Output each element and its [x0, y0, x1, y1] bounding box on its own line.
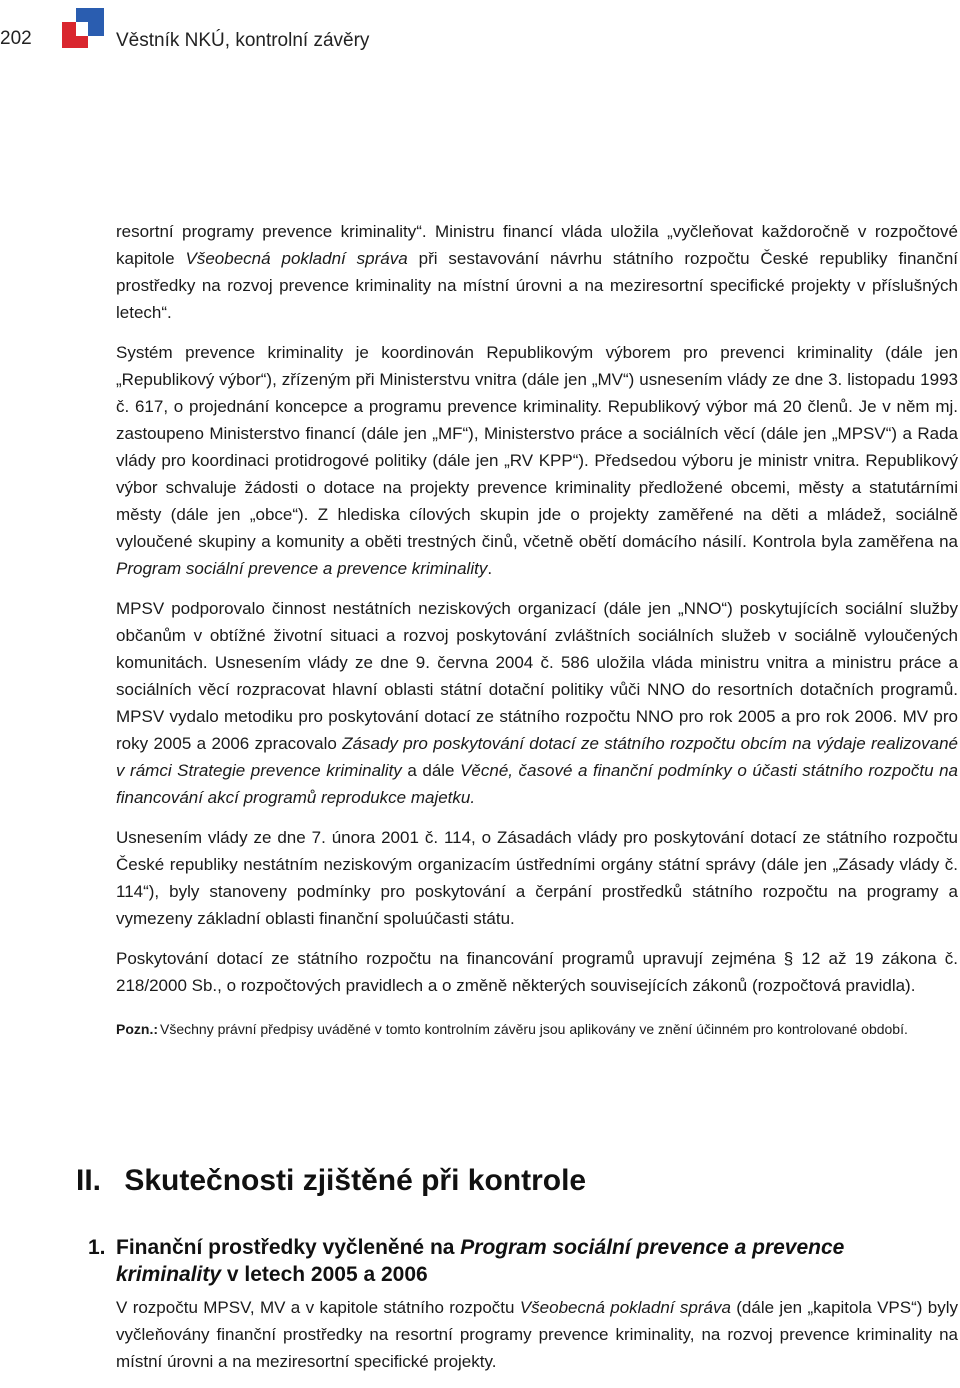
italic-run: Věcné, časové a finanční podmínky o účasti státního rozpočtu na financování akcí programů reprodukce majetku. [116, 761, 959, 807]
nku-logo [62, 8, 104, 48]
italic-run: Zásady pro poskytování dotací ze státního rozpočtu obcím na výdaje realizované v rámci Strategie prevence kriminality [116, 734, 958, 780]
paragraph [116, 218, 958, 326]
note-text: Všechny právní předpisy uváděné v tomto kontrolním závěru jsou aplikovány ve znění účinném pro kontrolované období. [160, 1021, 908, 1037]
text-run: . [487, 559, 493, 578]
text-run: MPSV podporovalo činnost nestátních neziskových organizací (dále jen „NNO“) poskytujících sociální služby občanům v obtížné životní situaci a rozvoj poskytování zvláštních sociálních služeb v sociálně vyloučených komunitách. Usnesením vlády ze dne 9. června 2004 č. 586 uložila vláda ministru vnitra a ministru práce a sociálních věcí rozpracovat hlavní oblasti státní dotační politiky vůči NNO do resortních dotačních programů. MPSV vydalo metodiku pro poskytování dotací ze státního rozpočtu NNO pro rok 2005 a pro rok 2006. MV pro roky 2005 a 2006 zpracovalo [116, 599, 958, 753]
paragraph [116, 1294, 958, 1375]
text-run: Systém prevence kriminality je koordinován Republikovým výborem pro prevenci kriminality (dále jen „Republikový výbor“), zřízeným při Ministerstvu vnitra (dále jen „MV“) usnesením vlády ze dne 3. listopadu 1993 č. 617, o projednání koncepce a programu prevence kriminality. Republikový výbor má 20 členů. Je v něm mj. zastoupeno Ministerstvo financí (dále jen „MF“), Ministerstvo práce a sociálních věcí (dále jen „MPSV“) a Rada vlády pro koordinaci protidrogové politiky (dále jen „RV KPP“). Předsedou výboru je ministr vnitra. Republikový výbor schvaluje žádosti o dotace na projekty prevence kriminality předložené obcemi, městy a statutárními městy (dále jen „obce“). Z hlediska cílových skupin jde o projekty zaměřené na děti a mládež, sociálně vyloučené skupiny a komunity a oběti trestných činů, včetně obětí domácího násilí. Kontrola byla zaměřena na [116, 343, 958, 551]
italic-run: Program sociální prevence a prevence kriminality [116, 559, 488, 578]
text-run: a dále [401, 761, 461, 780]
chapter-number: II. [76, 1164, 102, 1197]
page-number: 202 [0, 28, 32, 49]
text-run: Finanční prostředky vyčleněné na [116, 1236, 461, 1259]
final-text [116, 1294, 958, 1388]
text-run: resortní programy prevence kriminality“. Ministru financí vláda uložila „vyčleňovat každoročně v rozpočtové kapitole [116, 222, 958, 268]
note-label: Pozn.: [116, 1021, 158, 1037]
text-run: V rozpočtu MPSV, MV a v kapitole státního rozpočtu [116, 1298, 520, 1317]
paragraph [116, 339, 958, 582]
chapter-title: Skutečnosti zjištěné při kontrole [124, 1164, 587, 1197]
text-run: v letech 2005 a 2006 [221, 1263, 428, 1286]
italic-run: Všeobecná pokladní správa [519, 1298, 731, 1317]
journal-title: Věstník NKÚ, kontrolní závěry [116, 30, 370, 51]
text-run: Usnesením vlády ze dne 7. února 2001 č. 114, o Zásadách vlády pro poskytování dotací ze státního rozpočtu České republiky nestátním neziskovým organizacím ústředními orgány státní správy (dále jen „Zásady vlády č. 114“), byly stanoveny podmínky pro poskytování a čerpání prostředků státního rozpočtu na programy a vymezeny základní oblasti finanční spoluúčasti státu. [116, 828, 958, 928]
text-run: při sestavování návrhu státního rozpočtu České republiky finanční prostředky na rozvoj prevence kriminality na místní úrovni a na meziresortní specifické projekty v příslušných letech“. [116, 249, 959, 322]
text-run: (dále jen „kapitola VPS“) byly vyčleňovány finanční prostředky na resortní programy prevence kriminality, na rozvoj prevence kriminality na místní úrovni a na meziresortní specifické projekty. [116, 1298, 958, 1371]
page-header [0, 0, 960, 80]
chapter-heading [76, 1164, 586, 1198]
section-number: 1. [88, 1236, 106, 1259]
paragraph [116, 945, 958, 999]
section-title [116, 1234, 916, 1288]
text-run: Poskytování dotací ze státního rozpočtu na financování programů upravují zejména § 12 až 19 zákona č. 218/2000 Sb., o rozpočtových pravidlech a o změně některých souvisejících zákonů (rozpočtová pravidla). [116, 949, 958, 995]
section-heading [88, 1234, 916, 1288]
italic-run: Všeobecná pokladní správa [185, 249, 408, 268]
italic-run: Program sociální prevence a prevence kriminality [116, 1236, 845, 1286]
paragraph [116, 824, 958, 932]
paragraph [116, 595, 958, 811]
logo-white-notch [76, 22, 88, 36]
main-text [116, 218, 958, 1040]
note [116, 1019, 958, 1040]
